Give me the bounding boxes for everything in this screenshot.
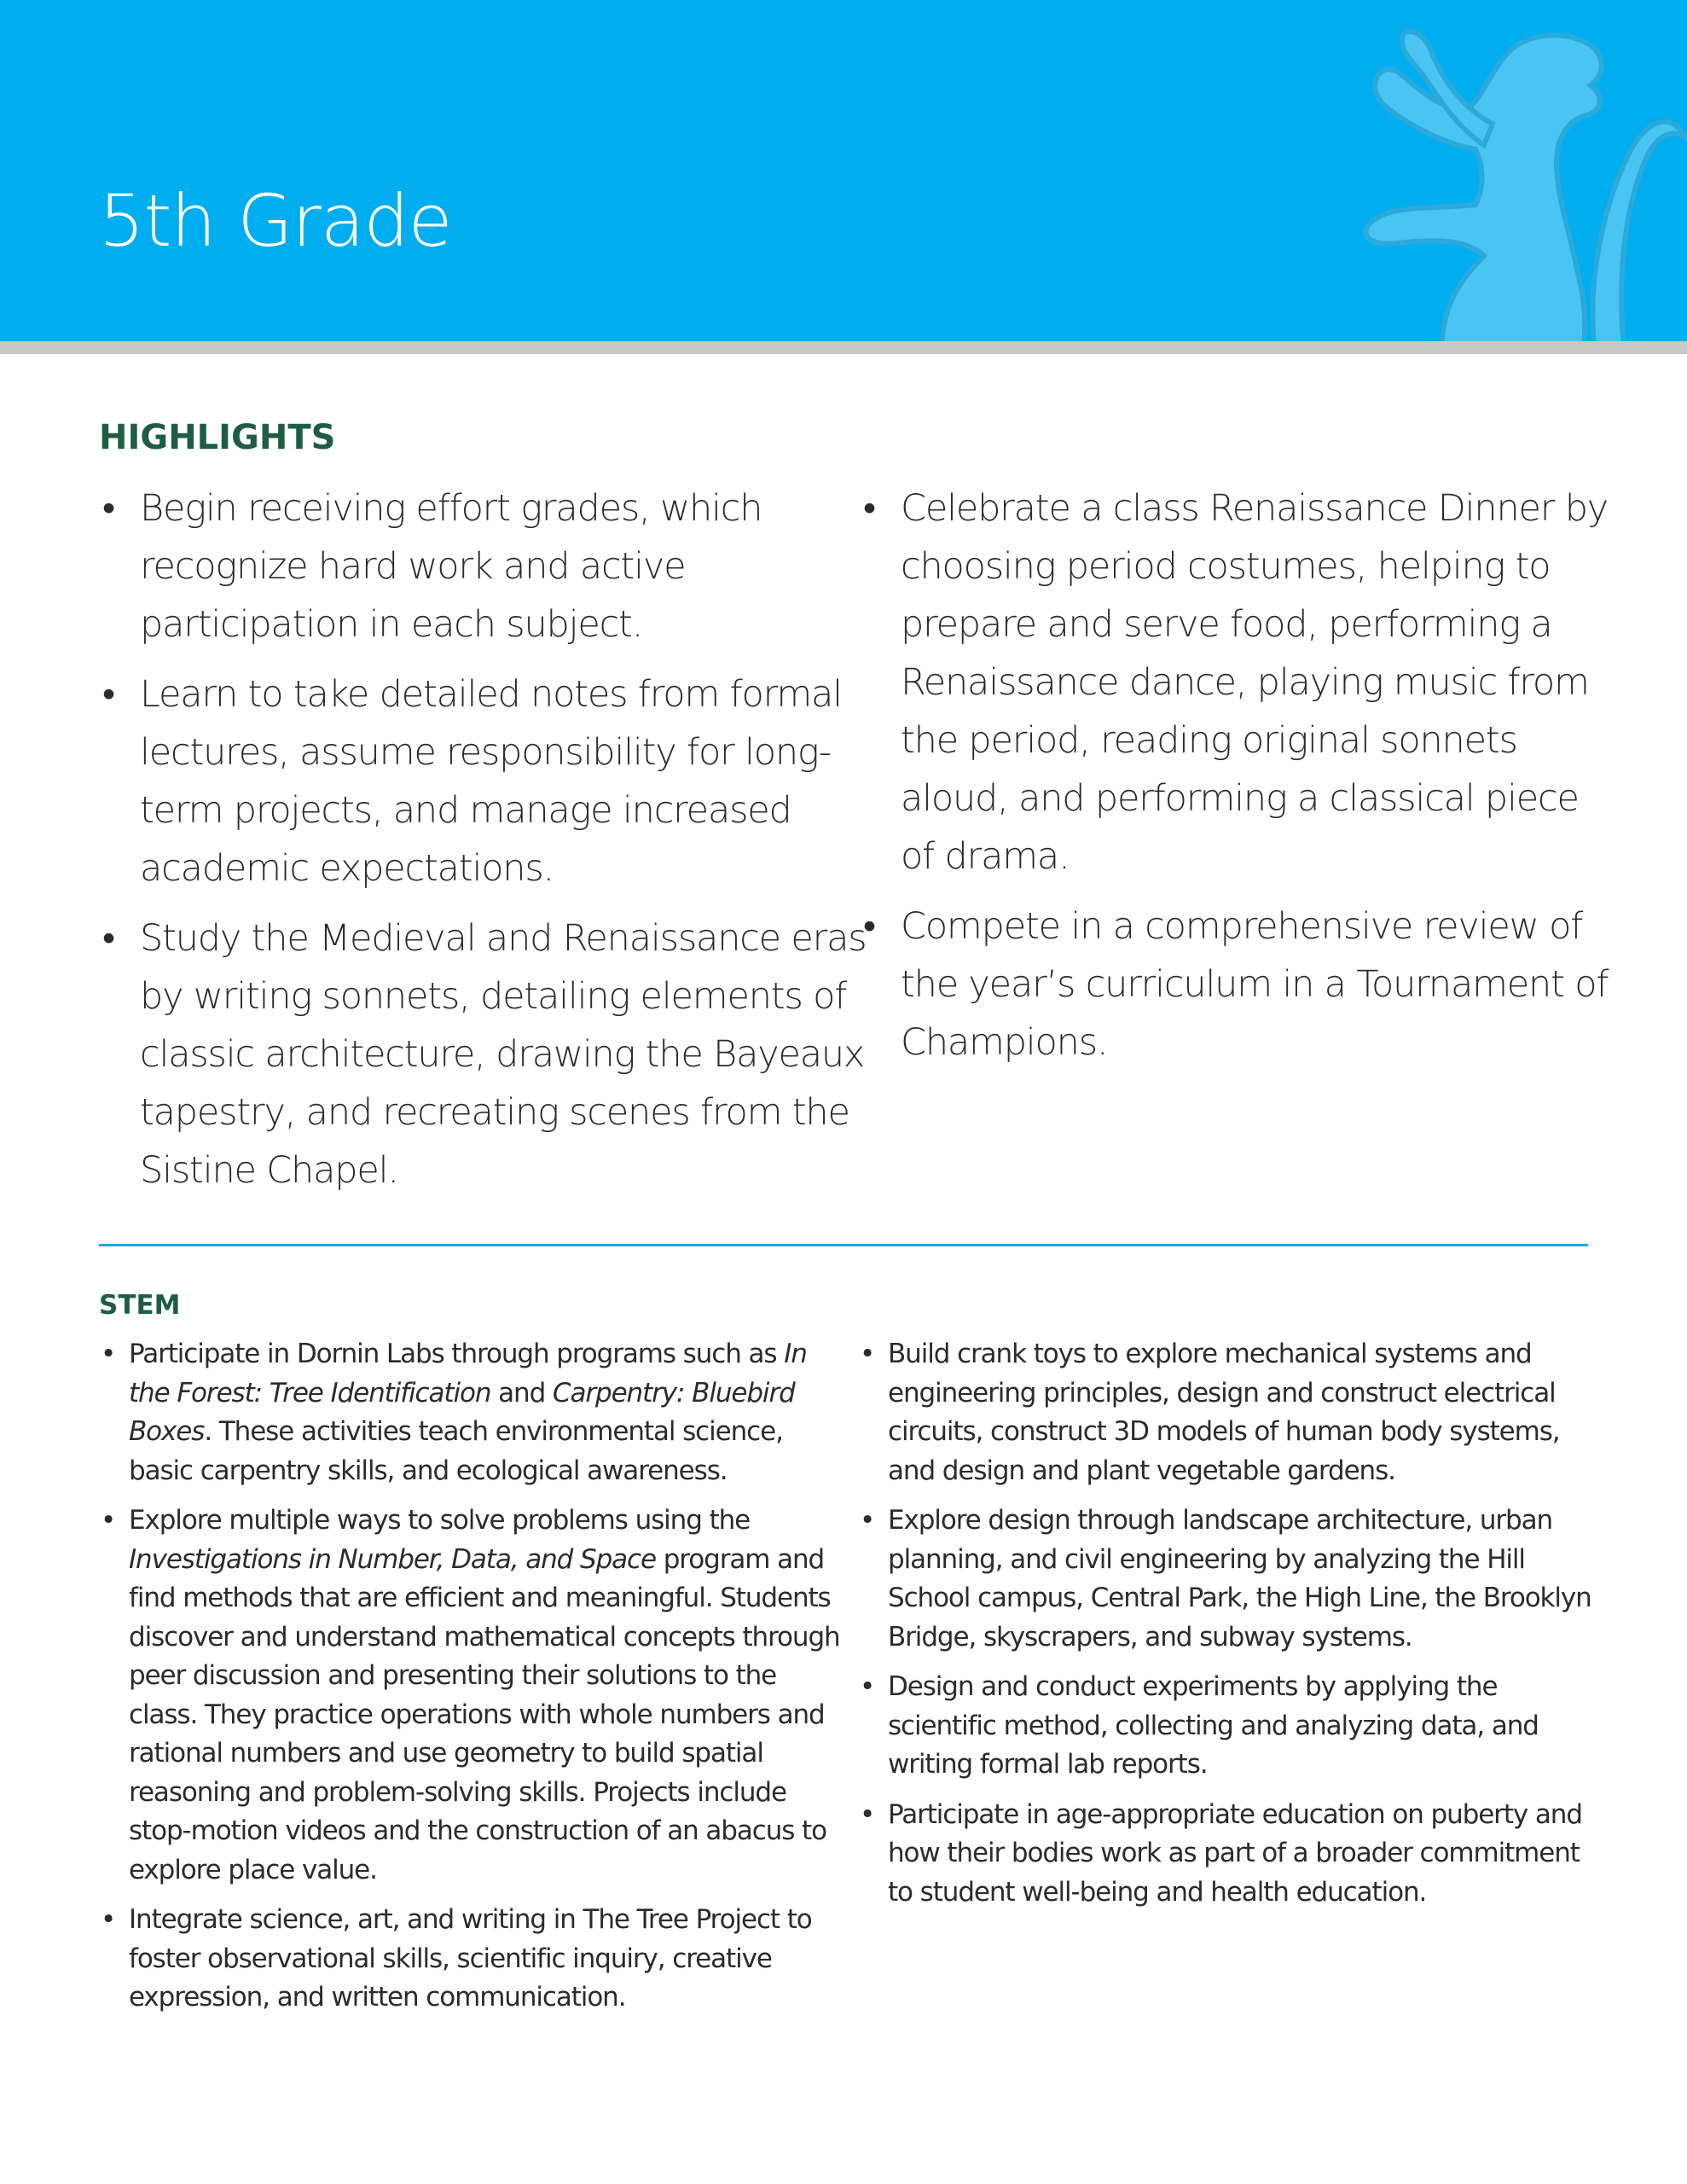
bullet-icon: •: [860, 1505, 875, 1536]
item-text: Begin receiving effort grades, which recognize hard work and active participation in each subject.: [140, 487, 762, 646]
highlights-list-left: [99, 479, 867, 1199]
stem-heading: STEM: [99, 1290, 181, 1321]
italic-title-text: Carpentry: Bluebird Boxes: [129, 1377, 795, 1447]
list-item: [860, 479, 1610, 886]
item-text: Study the Medieval and Renaissance eras by writing sonnets, detailing elements of classic architecture, drawing the Bayeaux tapestry, and recreating scenes from the Sistine Chapel.: [140, 917, 867, 1192]
stem-list-left: [99, 1335, 849, 2018]
item-text: Build crank toys to explore mechanical systems and engineering principles, design and construct electrical circuits, construct 3D models of human body systems, and design and plant vegetable gardens.: [888, 1339, 1560, 1486]
highlights-list-right: [860, 479, 1610, 1072]
list-item: [858, 1335, 1609, 1490]
bullet-icon: •: [102, 673, 114, 716]
stem-right-column: [858, 1335, 1609, 1923]
bullet-icon: •: [102, 917, 114, 960]
item-text: Compete in a comprehensive review of the year’s curriculum in a Tournament of Champions.: [901, 905, 1609, 1064]
list-item: [858, 1668, 1609, 1785]
page-title: 5th Grade: [99, 179, 452, 263]
header-divider-band: [0, 341, 1687, 354]
list-item: [99, 1335, 849, 1490]
list-item: [99, 909, 867, 1199]
rampant-lion-icon: [1228, 26, 1687, 341]
item-text: Learn to take detailed notes from formal lectures, assume responsibility for long-term projects, and manage increased academic expectations.: [140, 673, 842, 890]
stem-left-column: [99, 1335, 849, 2029]
highlights-left-column: [99, 479, 867, 1211]
list-item: [860, 897, 1610, 1072]
bullet-icon: •: [863, 905, 875, 948]
item-text: Explore design through landscape architecture, urban planning, and civil engineering by analyzing the Hill School campus, Central Park, the High Line, the Brooklyn Bridge, skyscrapers, and subway systems.: [888, 1505, 1591, 1653]
stem-list-right: [858, 1335, 1609, 1912]
item-text: Integrate science, art, and writing in The Tree Project to foster observational skills, scientific inquiry, creative expression, and written communication.: [129, 1904, 812, 2013]
item-text: Explore multiple ways to solve problems using the: [129, 1505, 751, 1536]
bullet-icon: •: [863, 487, 875, 530]
list-item: [99, 479, 867, 653]
list-item: [99, 1901, 849, 2018]
list-item: [858, 1502, 1609, 1657]
bullet-icon: •: [860, 1339, 875, 1369]
list-item: [99, 1502, 849, 1890]
bullet-icon: •: [860, 1798, 875, 1830]
italic-title-text: In the Forest: Tree Identification: [129, 1339, 807, 1409]
item-text: and: [490, 1377, 553, 1409]
item-text: Design and conduct experiments by applying the scientific method, collecting and analyzing data, and writing formal lab reports.: [888, 1671, 1539, 1780]
bullet-icon: •: [101, 1505, 116, 1536]
highlights-heading: HIGHLIGHTS: [99, 418, 336, 457]
list-item: [858, 1796, 1609, 1913]
section-divider: [99, 1244, 1588, 1246]
italic-title-text: Investigations in Number, Data, and Space: [129, 1543, 656, 1575]
bullet-icon: •: [860, 1671, 875, 1702]
page-header: [0, 0, 1687, 341]
bullet-icon: •: [101, 1904, 116, 1935]
highlights-right-column: [860, 479, 1610, 1083]
item-text: program and find methods that are efficient and meaningful. Students discover and understand mathematical concepts through peer discussion and presenting their solutions to the class. They practice operations with whole numbers and rational numbers and use geometry to build spatial reasoning and problem-solving skills. Projects include stop-motion videos and the construction of an abacus to explore place value.: [129, 1543, 840, 1885]
item-text: Participate in Dornin Labs through programs such as: [129, 1339, 785, 1369]
item-text: Celebrate a class Renaissance Dinner by choosing period costumes, helping to prepare and serve food, performing a Renaissance dance, playing music from the period, reading original sonnets aloud, and performing a classical piece of drama.: [901, 487, 1609, 878]
bullet-icon: •: [101, 1339, 116, 1369]
bullet-icon: •: [102, 487, 114, 530]
list-item: [99, 665, 867, 897]
item-text: . These activities teach environmental science, basic carpentry skills, and ecological awareness.: [129, 1416, 783, 1486]
item-text: Participate in age-appropriate education on puberty and how their bodies work as part of a broader commitment to student well-being and health education.: [888, 1798, 1582, 1908]
